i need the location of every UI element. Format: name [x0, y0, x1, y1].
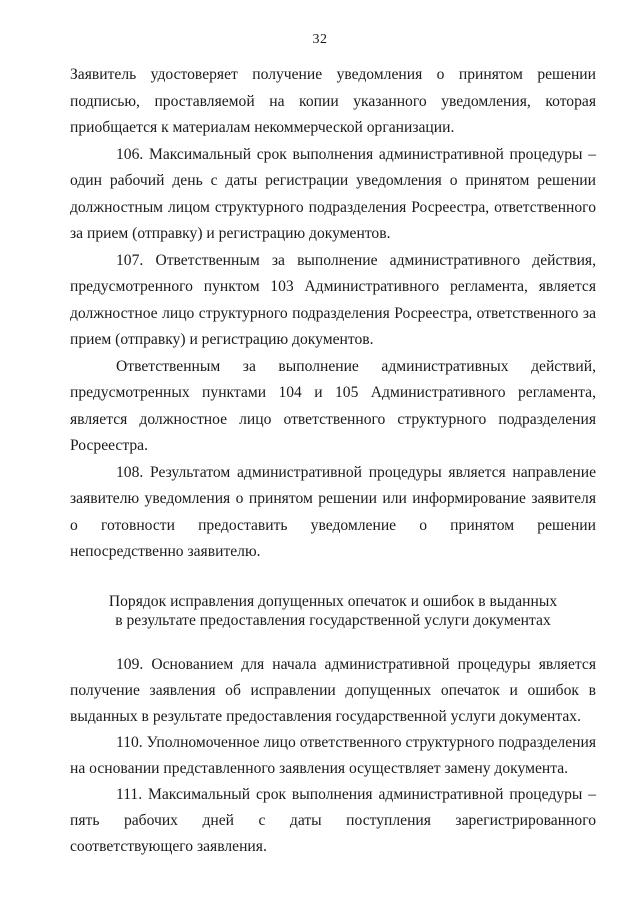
paragraph-109: 109. Основанием для начала административной процедуры является получение заявления об исправлении допущенных опечаток и ошибок в выданных в результате предоставления государственной услуги документах. — [70, 655, 596, 725]
paragraph-107: 107. Ответственным за выполнение административного действия, предусмотренного пунктом 103 Административного регламента, является должностное лицо структурного подразделения Росреестра, ответственного за прием (отправку) и регистрацию документов. — [70, 251, 596, 348]
paragraph-responsible-104-105: Ответственным за выполнение административных действий, предусмотренных пунктами 104 и 105 Административного регламента, является должностное лицо ответственного структурного подразделения Росреестра. — [70, 357, 596, 454]
document-body — [70, 62, 596, 860]
page-number: 32 — [312, 32, 328, 47]
section-heading-line-1: Порядок исправления допущенных опечаток и ошибок в выданных — [108, 592, 558, 610]
paragraph-110: 110. Уполномоченное лицо ответственного структурного подразделения на основании представленного заявления осуществляет замену документа. — [70, 733, 596, 777]
paragraph-111: 111. Максимальный срок выполнения административной процедуры – пять рабочих дней с даты поступления зарегистрированного соответствующего заявления. — [70, 785, 596, 855]
section-heading-line-2: в результате предоставления государственной услуги документах — [115, 611, 551, 629]
paragraph-108: 108. Результатом административной процедуры является направление заявителю уведомления о принятом решении или информирование заявителя о готовности предоставить уведомление о принятом решении непосредственно заявителю. — [70, 463, 596, 560]
section-heading — [70, 592, 596, 630]
paragraph-notification-receipt: Заявитель удостоверяет получение уведомления о принятом решении подписью, проставляемой на копии указанного уведомления, которая приобщается к материалам некоммерческой организации. — [70, 66, 596, 136]
paragraph-106: 106. Максимальный срок выполнения административной процедуры – один рабочий день с даты регистрации уведомления о принятом решении должностным лицом структурного подразделения Росреестра, ответственного за прием (отправку) и регистрацию документов. — [70, 145, 596, 242]
